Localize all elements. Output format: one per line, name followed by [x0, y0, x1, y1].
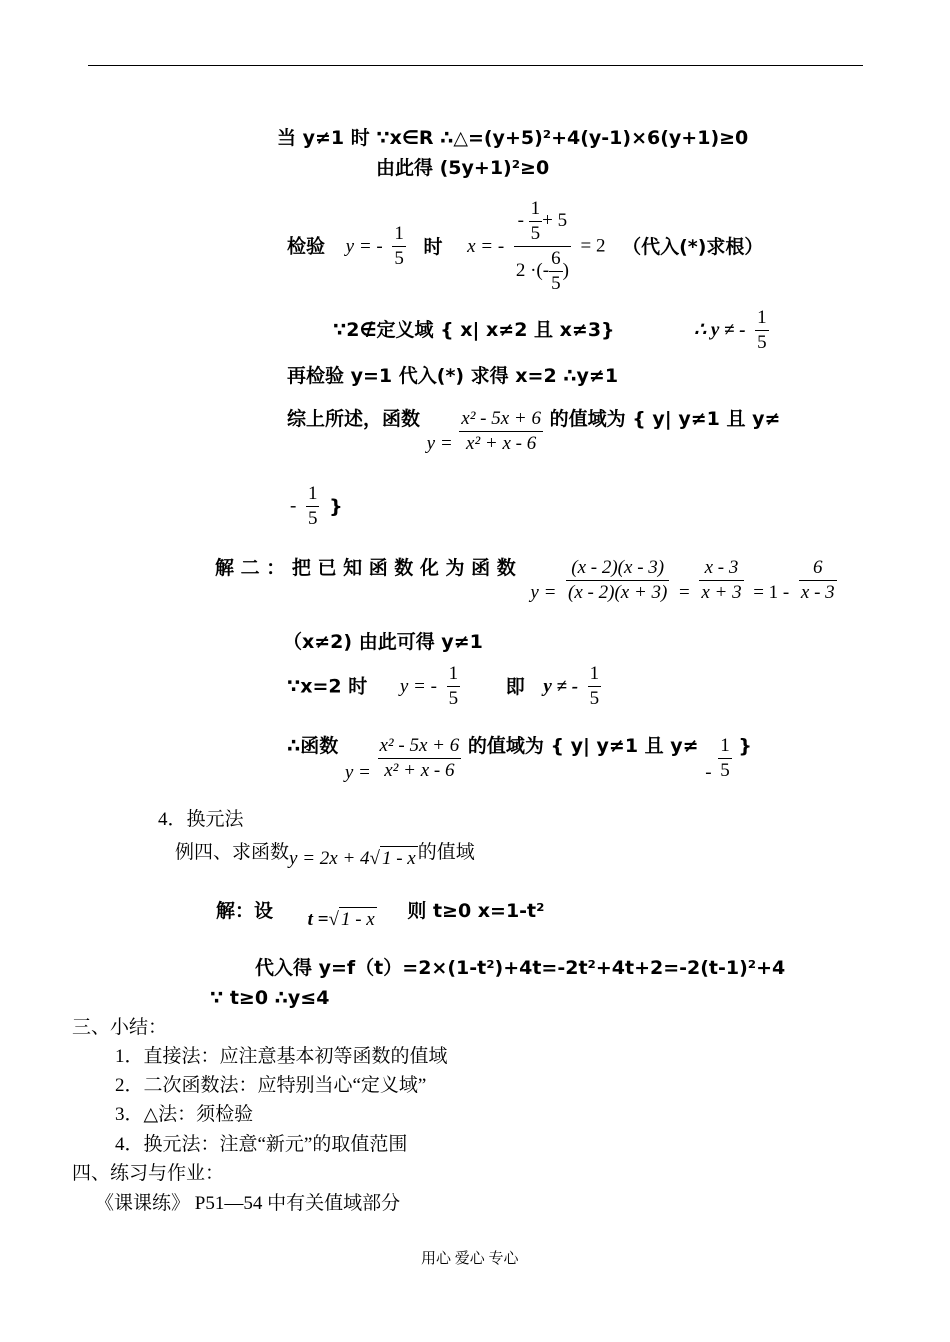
- line-check: [287, 197, 763, 296]
- frac-function: $\frac{\text{x² - 5x + 6}}{\text{x² + x - 6}}$: [461, 408, 541, 454]
- frac-big: - $\frac{1}{5}$ + 5 2 ·(- $\frac{6}{5}$ ): [515, 198, 569, 294]
- section-substitution: 4．换元法: [158, 809, 244, 830]
- math-y-eq: y = -: [345, 235, 383, 257]
- line-conclude-1: ∴ y ≠ - $\frac{1}{5}$: [694, 307, 767, 353]
- summary-item-1: 1．直接法：应注意基本初等函数的值域: [115, 1046, 448, 1067]
- line-solution-two: 解 二 ： 把 已 知 函 数 化 为 函 数 y = $\frac{(x - 2)(x - 3)}{(x - 2)(x + 3)}$ = $\frac{x - 3}{x + 3}$ = 1 - $\frac{6}{x - 3}$: [215, 557, 835, 603]
- line-delta-condition: 当 y≠1 时 ∵x∈R ∴△=(y+5)²+4(y-1)×6(y+1)≥0: [277, 127, 749, 149]
- line-example-four: 例四、求函数y = 2x + 4√ 1 - x 的值域: [175, 842, 475, 869]
- math-result: = 2: [580, 235, 606, 257]
- exercise-reference: 《课课练》 P51—54 中有关值域部分: [95, 1193, 401, 1214]
- frac-six: $\frac{6}{x - 3}$: [800, 557, 835, 603]
- line-summary-cont: - $\frac{1}{5}$ }: [290, 483, 343, 529]
- frac-one-fifth-4: $\frac{1}{5}$: [448, 663, 459, 709]
- frac-function-2: $\frac{\text{x² - 5x + 6}}{\text{x² + x - 6}}$: [379, 735, 460, 781]
- frac-one-fifth-3: $\frac{1}{5}$: [307, 483, 318, 529]
- frac-simplified: $\frac{x - 3}{x + 3}$: [701, 557, 742, 603]
- math-x-eq: x = -: [467, 235, 505, 257]
- line-function-range: ∴函数 y = $\frac{\text{x² - 5x + 6}}{\text{x² + x - 6}}$ 的值域为 { y| y≠1 且 y≠ - $\frac{1}{5}$ }: [287, 735, 752, 783]
- summary-item-3: 3．△法：须检验: [115, 1104, 254, 1125]
- section-exercises: 四、练习与作业：: [72, 1163, 225, 1184]
- page-footer: 用心 爱心 专心: [421, 1251, 519, 1267]
- frac-one-fifth-5: $\frac{1}{5}$: [589, 663, 600, 709]
- frac-one-fifth: $\frac{1}{5}$: [394, 223, 404, 269]
- line-recheck: 再检验 y=1 代入(*) 求得 x=2 ∴y≠1: [287, 365, 619, 387]
- frac-one-fifth-6: $\frac{1}{5}$: [720, 735, 730, 781]
- line-x2: ∵x=2 时 y = - $\frac{1}{5}$ 即 y ≠ - $\frac{1}{5}$: [287, 663, 600, 709]
- note-substitute: （代入(*)求根）: [622, 235, 764, 258]
- summary-item-4: 4．换元法：注意“新元”的取值范围: [115, 1134, 408, 1155]
- line-plug-in: 代入得 y=f（t）=2×(1-t²)+4t=-2t²+4t+2=-2(t-1)²+4: [255, 957, 786, 979]
- summary-item-2: 2．二次函数法：应特别当心“定义域”: [115, 1075, 427, 1096]
- label-when: 时: [423, 235, 443, 258]
- line-result: ∵ t≥0 ∴y≤4: [210, 987, 330, 1009]
- line-substitute: 解：设 t =√ 1 - x 则 t≥0 x=1-t²: [216, 900, 545, 930]
- line-domain: ∵2∉定义域 { x| x≠2 且 x≠3}: [333, 319, 615, 341]
- frac-factored: $\frac{(x - 2)(x - 3)}{(x - 2)(x + 3)}$: [568, 557, 668, 603]
- frac-one-fifth-2: $\frac{1}{5}$: [757, 307, 767, 353]
- line-summary: 综上所述，函数 y = $\frac{\text{x² - 5x + 6}}{\text{x² + x - 6}}$ 的值域为 { y| y≠1 且 y≠: [287, 408, 781, 454]
- header-rule: [88, 65, 863, 66]
- label-check: 检验: [287, 235, 326, 258]
- line-derive: 由此得 (5y+1)²≥0: [376, 157, 550, 179]
- line-hence: （x≠2) 由此可得 y≠1: [283, 631, 483, 653]
- section-summary: 三、小结：: [72, 1017, 168, 1038]
